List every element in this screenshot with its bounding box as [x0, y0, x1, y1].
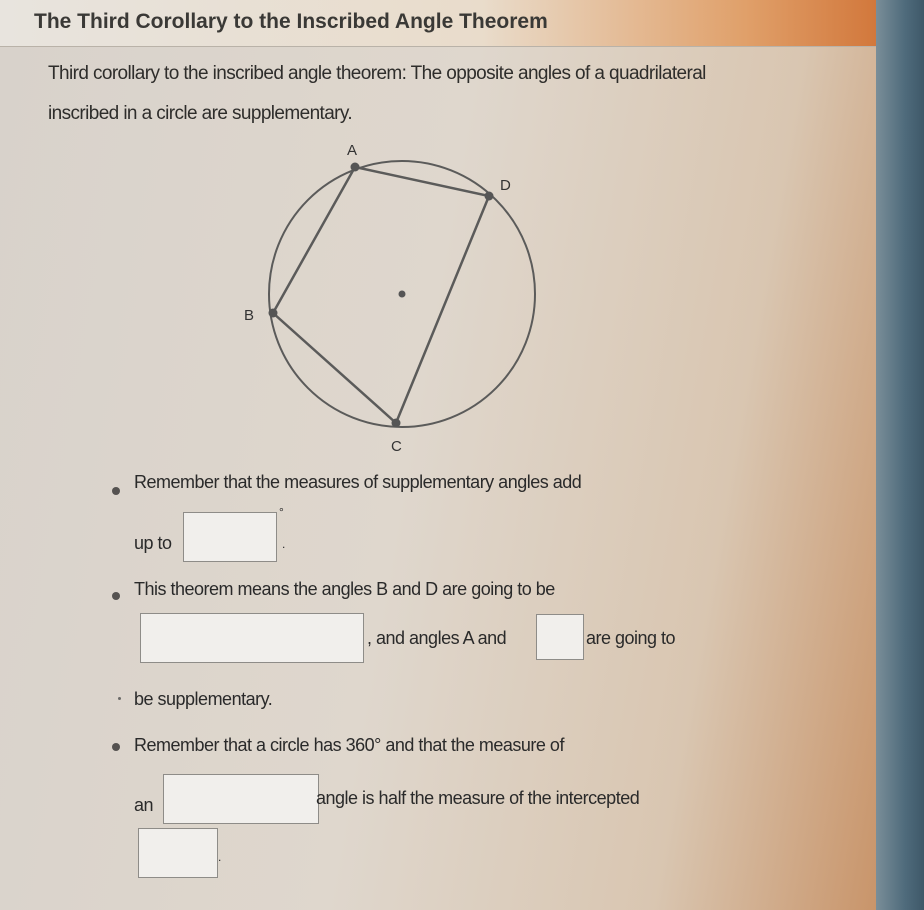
- bullet-marker: [112, 487, 120, 495]
- blank-3-input[interactable]: [536, 614, 584, 660]
- bullet-2-continued: be supplementary.: [134, 689, 273, 709]
- label-a: A: [347, 142, 358, 159]
- blank-5-input[interactable]: [138, 828, 218, 878]
- vertex-c: [392, 419, 401, 428]
- bullet-3-text: Remember that a circle has 360° and that the measure of: [134, 735, 564, 755]
- bullet-3-period: .: [218, 850, 221, 864]
- bullet-2-text: This theorem means the angles B and D are going to be: [134, 579, 555, 599]
- blank-2-input[interactable]: [140, 613, 364, 663]
- label-c: C: [391, 438, 402, 455]
- vertex-a: [351, 163, 360, 172]
- bullet-2-end: are going to: [586, 628, 676, 648]
- page-title: The Third Corollary to the Inscribed Angle Theorem: [34, 10, 548, 33]
- bullet-marker: [112, 743, 120, 751]
- blank-4-input[interactable]: [163, 774, 319, 824]
- bullet-2-mid: , and angles A and: [367, 628, 507, 648]
- bullet-marker: [112, 592, 120, 600]
- vertex-b: [269, 309, 278, 318]
- list-dot: [118, 697, 121, 700]
- circle-center: [399, 291, 406, 298]
- window-edge: [876, 0, 924, 910]
- bullet-3-an: an: [134, 795, 154, 815]
- label-d: D: [500, 177, 511, 194]
- bullet-1-upto: up to: [134, 533, 172, 553]
- theorem-statement: Third corollary to the inscribed angle theorem: The opposite angles of a quadrilateral inscribed in a circle are supplementary.: [48, 63, 706, 124]
- bullet-1-period: .: [282, 537, 285, 551]
- label-b: B: [244, 307, 255, 324]
- degree-symbol: °: [279, 505, 284, 519]
- vertex-d: [485, 192, 494, 201]
- inscribed-quadrilateral-diagram: [210, 130, 550, 460]
- title-bar: [0, 0, 876, 47]
- bullet-3-end: angle is half the measure of the intercepted: [316, 788, 640, 808]
- bullet-1-text: Remember that the measures of supplementary angles add: [134, 472, 582, 492]
- blank-1-input[interactable]: [183, 512, 277, 562]
